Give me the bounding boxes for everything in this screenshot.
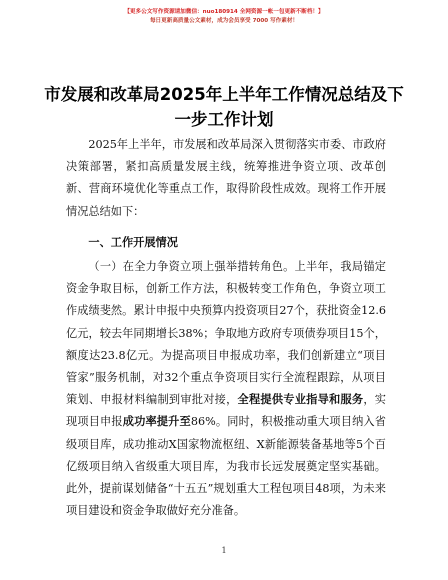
bold-emphasis: 成功率提升至 xyxy=(122,415,191,429)
promo-banner-line-2: 每日更新高质量公文素材，成为会员享受 7000 写作素材！ xyxy=(149,18,299,24)
section-heading: 一、工作开展情况 xyxy=(88,235,178,249)
document-title: 市发展和改革局2025年上半年工作情况总结及下一步工作计划 xyxy=(44,85,404,129)
paragraph-text: ，实现项目申报 xyxy=(66,393,386,429)
page-number: 1 xyxy=(221,546,227,555)
paragraph-text: （一）在全力争资立项上强举措转角色。上半年，我局锚定资金争取目标，创新工作方法，积极转变工作角色，争资立项工作成绩斐然。累计申报中央预算内投资项目27个，获批资金12.6亿元，较去年同期增长38%；争取地方政府专项债券项目15个，额度达23.8亿元。为提高项目申报成功率，我们创新建立“项目管家”服务机制，对32个重点争资项目实行全流程跟踪，从项目策划、申报材料编制到审批对接， xyxy=(66,260,386,407)
paragraph-text: 86%。同时，积极推动重大项目纳入省级项目库，成功推动X国家物流枢纽、X新能源装备基地等5个百亿级项目纳入省级重大项目库，为我市长远发展奠定坚实基础。此外，提前谋划储备“十五五”规划重大工程包项目48项，为未来项目建设和资金争取做好充分准备。 xyxy=(66,415,386,518)
promo-banner-line-1: 【更多公文写作资源请加微信：nuo180914 全网资源一帐一包更新不断档！】 xyxy=(124,9,324,15)
promo-banner xyxy=(0,8,448,26)
bold-emphasis: 全程提供专业指导和服务 xyxy=(237,393,364,407)
intro-paragraph: 2025年上半年，市发展和改革局深入贯彻落实市委、市政府决策部署，紧扣高质量发展主线，统筹推进争资立项、改革创新、营商环境优化等重点工作，取得阶段性成效。现将工作开展情况总结如下： xyxy=(66,138,386,218)
document-body xyxy=(66,134,386,522)
body-paragraph xyxy=(66,256,386,522)
